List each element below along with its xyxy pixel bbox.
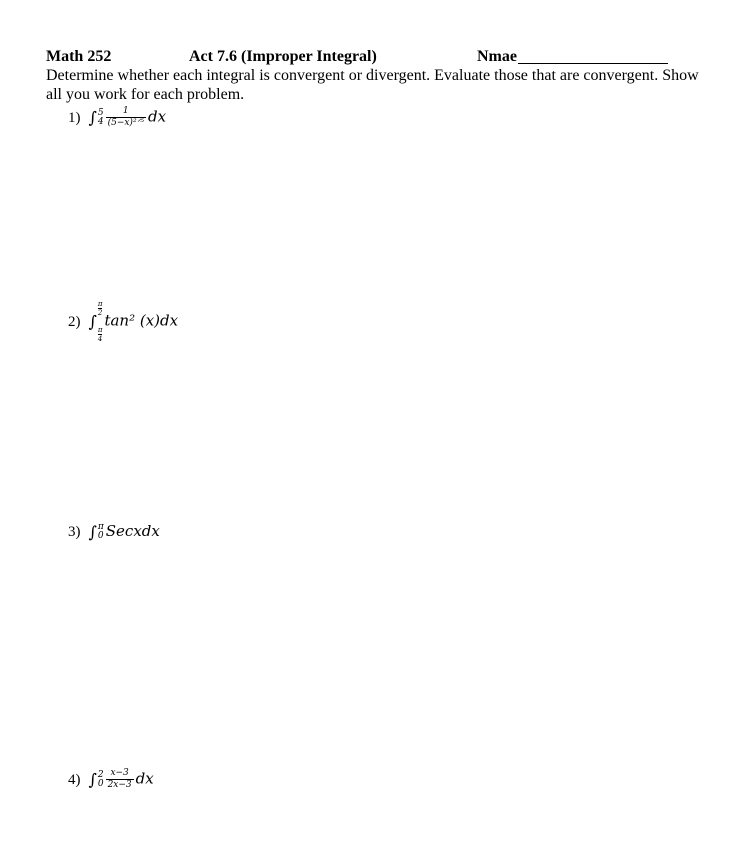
instructions: Determine whether each integral is convergent or divergent. Evaluate those that are convergent. Show all you work for each problem.	[46, 67, 699, 103]
lower-limit: 0	[97, 778, 104, 789]
integral-sign: ∫	[88, 312, 97, 331]
integral-sign: ∫	[88, 108, 97, 127]
denominator: (5−x)²ᐟ⁵	[107, 118, 144, 128]
name-blank-line[interactable]	[518, 63, 668, 64]
problem-1	[68, 106, 166, 129]
differential: dx	[135, 769, 154, 788]
differential: dx	[147, 107, 167, 126]
integral-sign: ∫	[88, 770, 97, 789]
integrand: tan² (x)dx	[104, 311, 179, 330]
upper-limit: 5	[97, 107, 104, 118]
problem-number: 1)	[68, 109, 81, 126]
integral-sign: ∫	[88, 522, 97, 542]
integral-limits	[98, 771, 104, 789]
lower-limit: 4	[97, 116, 104, 127]
upper-limit: π 2	[97, 300, 103, 317]
problem-number: 2)	[68, 313, 81, 330]
lower-limit: 0	[97, 531, 104, 541]
upper-limit: 2	[97, 769, 104, 780]
upper-limit: π	[97, 522, 104, 532]
problem-number: 3)	[68, 524, 81, 540]
denominator: 2x−3	[107, 780, 132, 790]
integral-limits	[98, 523, 104, 541]
problem-2	[68, 300, 178, 343]
activity-title: Act 7.6 (Improper Integral)	[189, 48, 377, 65]
integral-limits	[98, 300, 103, 343]
problem-4	[68, 768, 154, 791]
problem-3	[68, 522, 160, 542]
integrand-fraction	[106, 768, 134, 791]
numerator: x−3	[106, 768, 134, 780]
lower-limit: π 4	[97, 326, 103, 343]
course-title: Math 252	[46, 48, 112, 65]
problem-number: 4)	[68, 771, 81, 788]
numerator: 1	[106, 106, 146, 118]
integrand-fraction	[106, 106, 146, 129]
integrand: Secxdx	[105, 522, 160, 540]
integral-limits	[98, 109, 104, 127]
name-label: Nmae	[477, 48, 517, 65]
